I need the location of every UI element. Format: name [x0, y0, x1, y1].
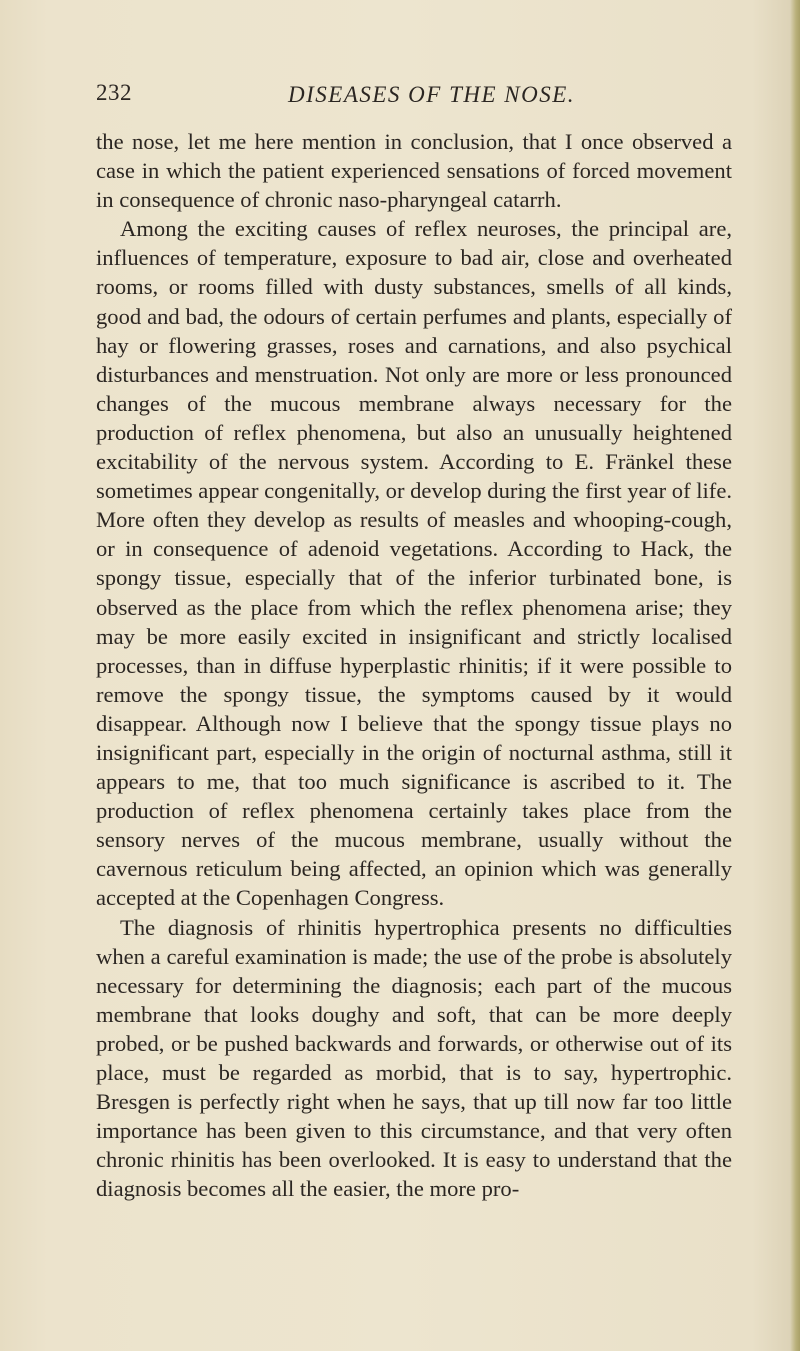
- body-text: [96, 127, 732, 1203]
- page-edge: [790, 0, 800, 1351]
- running-head: DISEASES OF THE NOSE.: [288, 82, 576, 107]
- paragraph-continuation: the nose, let me here mention in conclusion, that I once observed a case in which the patient experienced sensations of forced movement in consequence of chronic naso-pharyngeal catarrh.: [96, 129, 732, 213]
- paragraph-exciting-causes: Among the exciting causes of reflex neuroses, the principal are, influences of temperature, exposure to bad air, close and overheated rooms, or rooms filled with dusty substances, smells of all kinds, good and bad, the odours of certain perfumes and plants, especially of hay or flowering grasses, roses and carnations, and also psychical disturbances and menstruation. Not only are more or less pronounced changes of the mucous membrane always necessary for the production of reflex phenomena, but also an unusually heightened excitability of the nervous system. According to E. Fränkel these sometimes appear congenitally, or develop during the first year of life. More often they develop as results of measles and whooping-cough, or in consequence of adenoid vegetations. According to Hack, the spongy tissue, especially that of the inferior turbinated bone, is observed as the place from which the reflex phenomena arise; they may be more easily excited in insignificant and strictly localised processes, than in diffuse hyperplastic rhinitis; if it were possible to remove the spongy tissue, the symptoms caused by it would disappear. Although now I believe that the spongy tissue plays no insignificant part, especially in the origin of nocturnal asthma, still it appears to me, that too much significance is ascribed to it. The production of reflex phenomena certainly takes place from the sensory nerves of the mucous membrane, usually without the cavernous reticulum being affected, an opinion which was generally accepted at the Copenhagen Congress.: [96, 216, 732, 911]
- paragraph-diagnosis: The diagnosis of rhinitis hypertrophica presents no difficulties when a careful examination is made; the use of the probe is absolutely necessary for determining the diagnosis; each part of the mucous membrane that looks doughy and soft, that can be more deeply probed, or be pushed backwards and forwards, or otherwise out of its place, must be regarded as morbid, that is to say, hypertrophic. Bresgen is perfectly right when he says, that up till now far too little importance has been given to this circumstance, and that very often chronic rhinitis has been overlooked. It is easy to understand that the diagnosis becomes all the easier, the more pro-: [96, 914, 732, 1202]
- page-number: 232: [96, 80, 132, 105]
- page-header: [96, 80, 736, 114]
